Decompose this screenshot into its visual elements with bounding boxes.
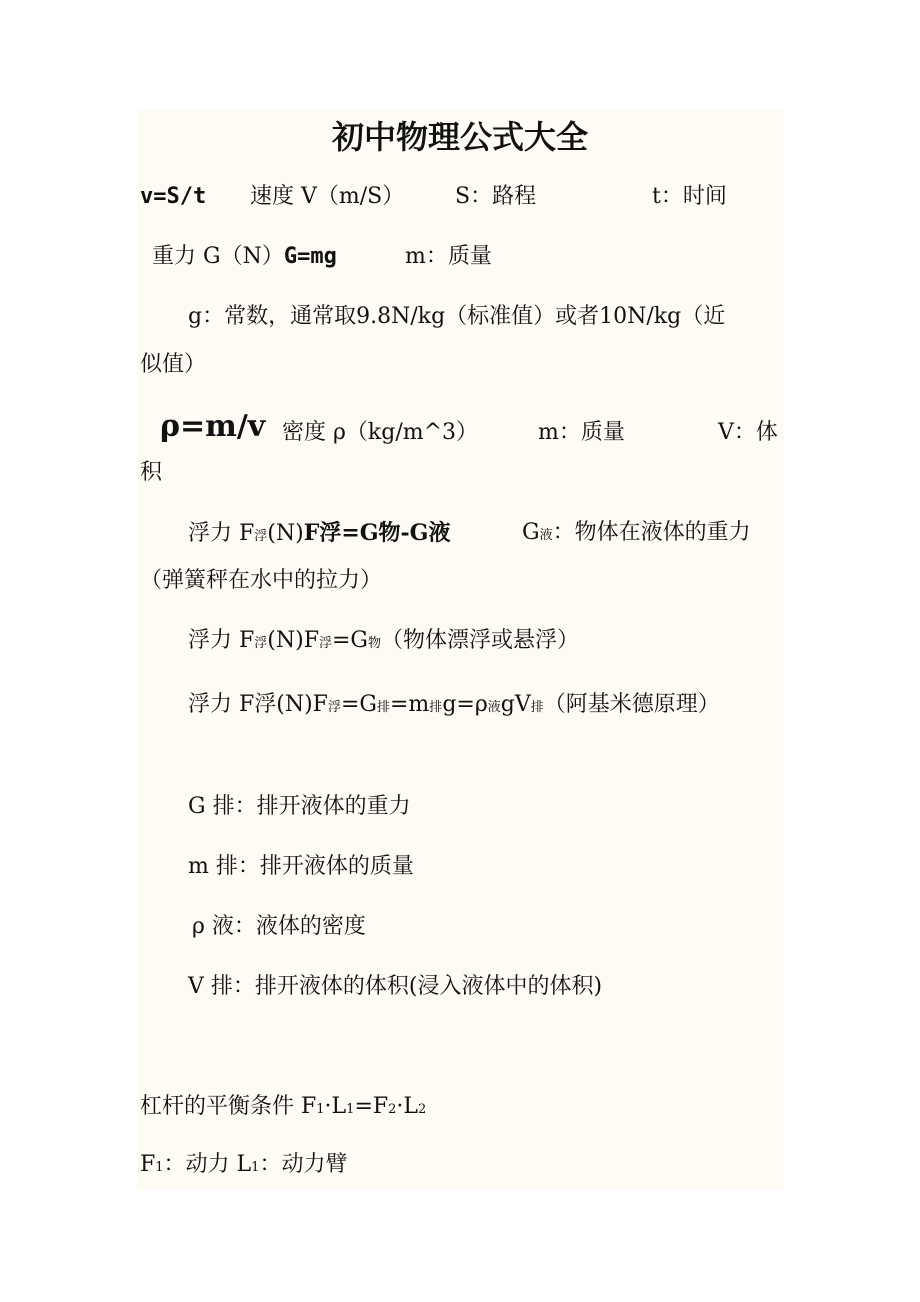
- buoyancy-note-1: G液：物体在液体的重力: [522, 520, 751, 545]
- time-label: t：时间: [652, 184, 727, 209]
- volume-label: V：体: [718, 420, 778, 445]
- gravity-unit: 重力 G（N）: [152, 244, 284, 269]
- lever-balance-line: 杠杆的平衡条件 F1·L1=F2·L2: [140, 1094, 427, 1119]
- density-mass-label: m：质量: [538, 420, 625, 445]
- def-g-pai: G 排：排开液体的重力: [188, 794, 411, 819]
- gravity-formula: G=mg: [283, 244, 337, 269]
- def-rho-ye: ρ 液：液体的密度: [192, 914, 366, 939]
- density-formula: ρ=m/v: [160, 409, 266, 444]
- def-m-pai: m 排：排开液体的质量: [188, 854, 414, 879]
- mass-label: m：质量: [405, 244, 492, 269]
- path-label: S：路程: [455, 184, 537, 209]
- volume-label-cont: 积: [140, 460, 163, 485]
- buoyancy-line-1: 浮力 F浮(N)F浮=G物-G液: [188, 520, 451, 546]
- buoyancy-formula-1: F浮=G物-G液: [303, 520, 451, 546]
- density-unit: 密度 ρ（kg/m^3）: [282, 420, 479, 445]
- g-constant-text: g：常数，通常取9.8N/kg（标准值）或者10N/kg（近: [188, 304, 726, 329]
- gravity-line: [152, 242, 337, 272]
- density-formula-line: [160, 409, 266, 445]
- archimedes-line: 浮力 F浮(N)F浮=G排=m排g=ρ液gV排（阿基米德原理）: [188, 692, 720, 717]
- page-title: 初中物理公式大全: [331, 118, 588, 156]
- g-constant-text-cont: 似值）: [140, 352, 207, 377]
- def-v-pai: V 排：排开液体的体积(浸入液体中的体积): [188, 974, 603, 999]
- buoyancy-line-2: 浮力 F浮(N)F浮=G物（物体漂浮或悬浮）: [188, 628, 580, 653]
- buoyancy-note-1-cont: （弹簧秤在水中的拉力）: [140, 568, 383, 593]
- speed-formula: v=S/t: [140, 184, 207, 209]
- speed-unit: 速度 V（m/S）: [250, 184, 405, 209]
- speed-formula-line: [140, 182, 206, 212]
- lever-force-line: F1：动力 L1：动力臂: [140, 1152, 348, 1177]
